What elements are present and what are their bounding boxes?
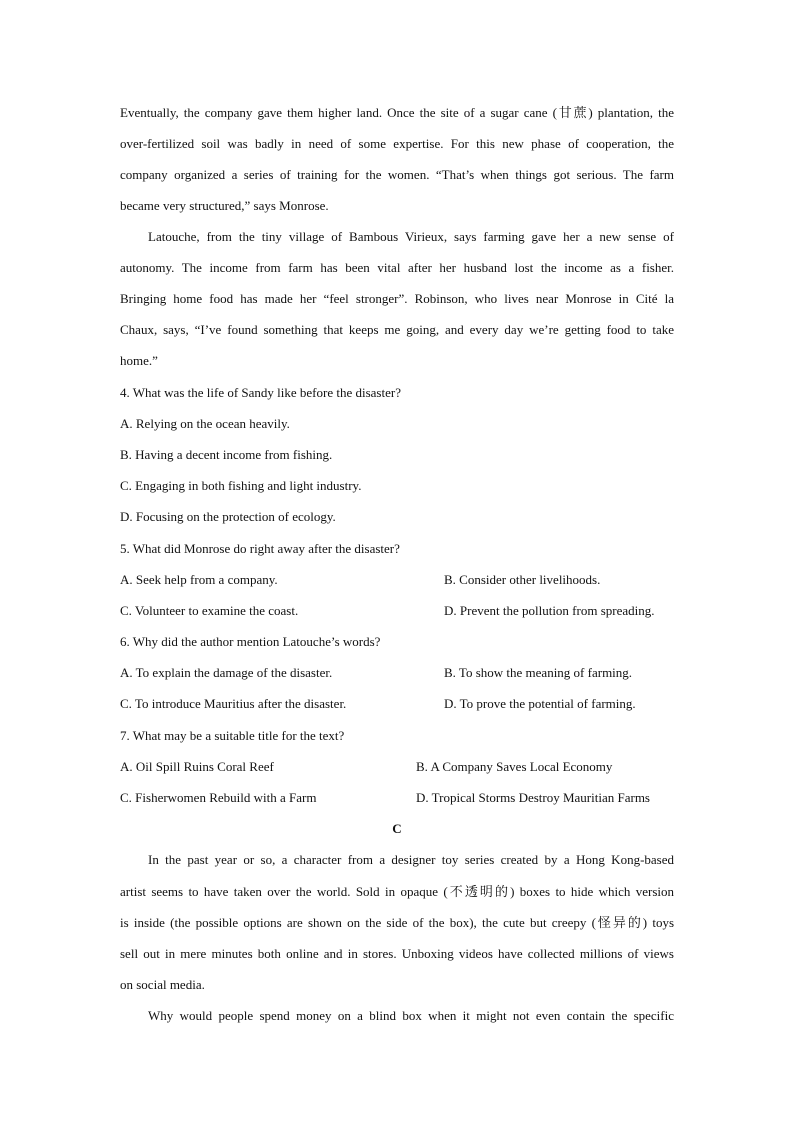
question-4-option-b: B. Having a decent income from fishing. [120,447,333,462]
passage-b-para1-line2: over-fertilized soil was badly in need of some expertise. For this new phase of cooperation, the [120,136,674,151]
question-7-option-b: B. A Company Saves Local Economy [416,759,613,774]
question-7-option-d: D. Tropical Storms Destroy Mauritian Farms [416,790,650,805]
question-6-option-b: B. To show the meaning of farming. [444,665,633,680]
question-7-option-a: A. Oil Spill Ruins Coral Reef [120,759,274,774]
section-c-heading: C [392,821,402,836]
section-c-para2-line1: Why would people spend money on a blind box when it might not even contain the specific [148,1008,674,1023]
question-4-stem: 4. What was the life of Sandy like before the disaster? [120,385,401,400]
section-c-para1-line2: artist seems to have taken over the world. Sold in opaque (不透明的) boxes to hide which version [120,884,674,899]
question-5-option-c: C. Volunteer to examine the coast. [120,603,299,618]
section-c-para1-line4: sell out in mere minutes both online and in stores. Unboxing videos have collected millions of views [120,946,674,961]
question-6-option-a: A. To explain the damage of the disaster. [120,665,333,680]
passage-b-para2-line1: Latouche, from the tiny village of Bambous Virieux, says farming gave her a new sense of [148,229,674,244]
passage-b-para2-line5: home.” [120,353,158,368]
question-4-option-d: D. Focusing on the protection of ecology. [120,509,336,524]
passage-b-para1-line4: became very structured,” says Monrose. [120,198,329,213]
question-6-option-d: D. To prove the potential of farming. [444,696,636,711]
section-c-para1-line3: is inside (the possible options are shown on the side of the box), the cute but creepy (怪异的) toys [120,915,674,930]
section-c-para1-line5: on social media. [120,977,205,992]
passage-b-para2-line4: Chaux, says, “I’ve found something that keeps me going, and every day we’re getting food to take [120,322,674,337]
question-7-stem: 7. What may be a suitable title for the text? [120,728,345,743]
question-6-option-c: C. To introduce Mauritius after the disaster. [120,696,347,711]
question-5-stem: 5. What did Monrose do right away after the disaster? [120,541,400,556]
question-4-option-c: C. Engaging in both fishing and light industry. [120,478,362,493]
question-4-option-a: A. Relying on the ocean heavily. [120,416,290,431]
passage-b-para2-line2: autonomy. The income from farm has been vital after her husband lost the income as a fisher. [120,260,674,275]
question-5-option-a: A. Seek help from a company. [120,572,278,587]
question-6-stem: 6. Why did the author mention Latouche’s words? [120,634,381,649]
passage-b-para1-line3: company organized a series of training for the women. “That’s when things got serious. The farm [120,167,674,182]
question-7-option-c: C. Fisherwomen Rebuild with a Farm [120,790,317,805]
passage-b-para2-line3: Bringing home food has made her “feel stronger”. Robinson, who lives near Monrose in Cité la [120,291,674,306]
question-5-option-b: B. Consider other livelihoods. [444,572,601,587]
section-c-para1-line1: In the past year or so, a character from a designer toy series created by a Hong Kong-based [148,852,674,867]
passage-b-para1-line1: Eventually, the company gave them higher land. Once the site of a sugar cane (甘蔗) plantation, the [120,105,674,120]
question-5-option-d: D. Prevent the pollution from spreading. [444,603,655,618]
